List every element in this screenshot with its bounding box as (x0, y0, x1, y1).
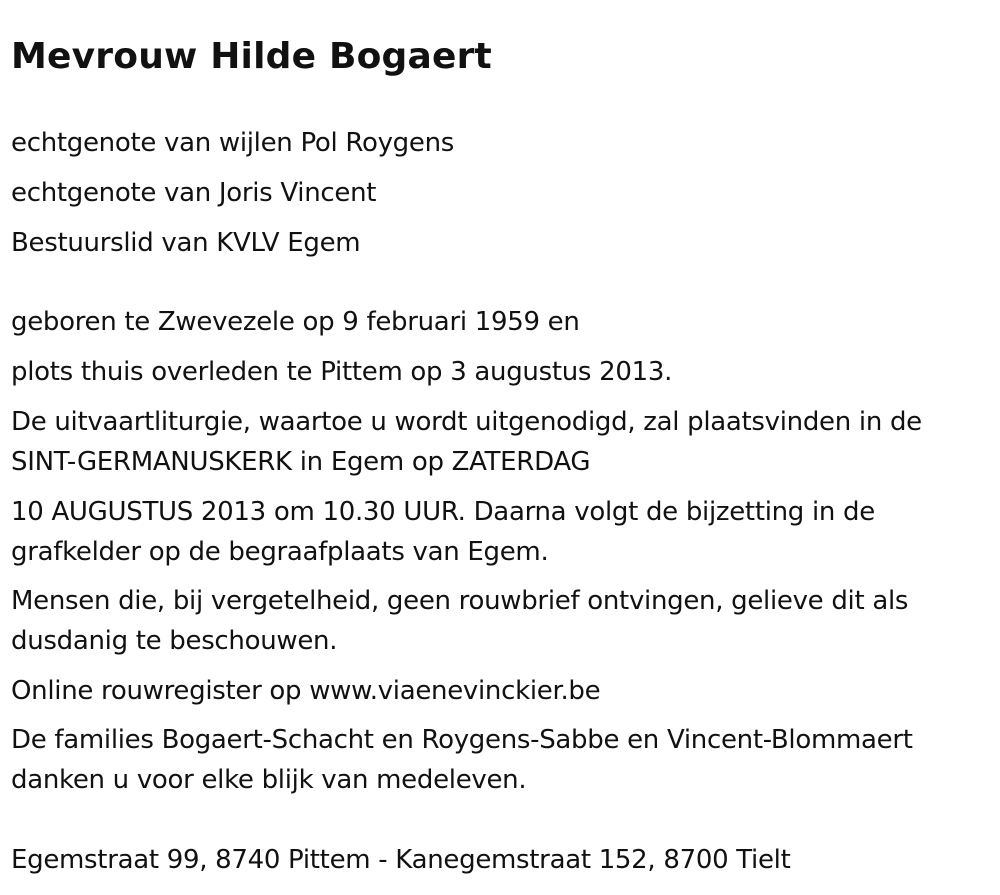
burial-line-2: grafkelder op de begraafplaats van Egem. (11, 537, 549, 567)
families-line-2: danken u voor elke blijk van medeleven. (11, 765, 527, 795)
birth-line: geboren te Zwevezele op 9 februari 1959 en (11, 307, 580, 337)
death-line: plots thuis overleden te Pittem op 3 augustus 2013. (11, 357, 673, 387)
funeral-line-1: De uitvaartliturgie, waartoe u wordt uitgenodigd, zal plaatsvinden in de (11, 407, 922, 437)
deceased-name-title: Mevrouw Hilde Bogaert (11, 36, 492, 77)
notice-line-1: Mensen die, bij vergetelheid, geen rouwbrief ontvingen, gelieve dit als (11, 586, 909, 616)
families-paragraph (11, 720, 981, 800)
relation-late-husband: echtgenote van wijlen Pol Roygens (11, 128, 455, 158)
relation-board-member: Bestuurslid van KVLV Egem (11, 228, 361, 258)
notice-paragraph (11, 581, 981, 661)
addresses-line: Egemstraat 99, 8740 Pittem - Kanegemstraat 152, 8700 Tielt (11, 845, 791, 875)
notice-line-2: dusdanig te beschouwen. (11, 626, 338, 656)
relation-husband: echtgenote van Joris Vincent (11, 178, 377, 208)
burial-line-1: 10 AUGUSTUS 2013 om 10.30 UUR. Daarna volgt de bijzetting in de (11, 497, 875, 527)
funeral-paragraph (11, 402, 981, 482)
funeral-line-2: SINT-GERMANUSKERK in Egem op ZATERDAG (11, 447, 591, 477)
burial-paragraph (11, 492, 981, 572)
families-line-1: De families Bogaert-Schacht en Roygens-Sabbe en Vincent-Blommaert (11, 725, 913, 755)
online-register-line: Online rouwregister op www.viaenevinckier.be (11, 676, 601, 706)
